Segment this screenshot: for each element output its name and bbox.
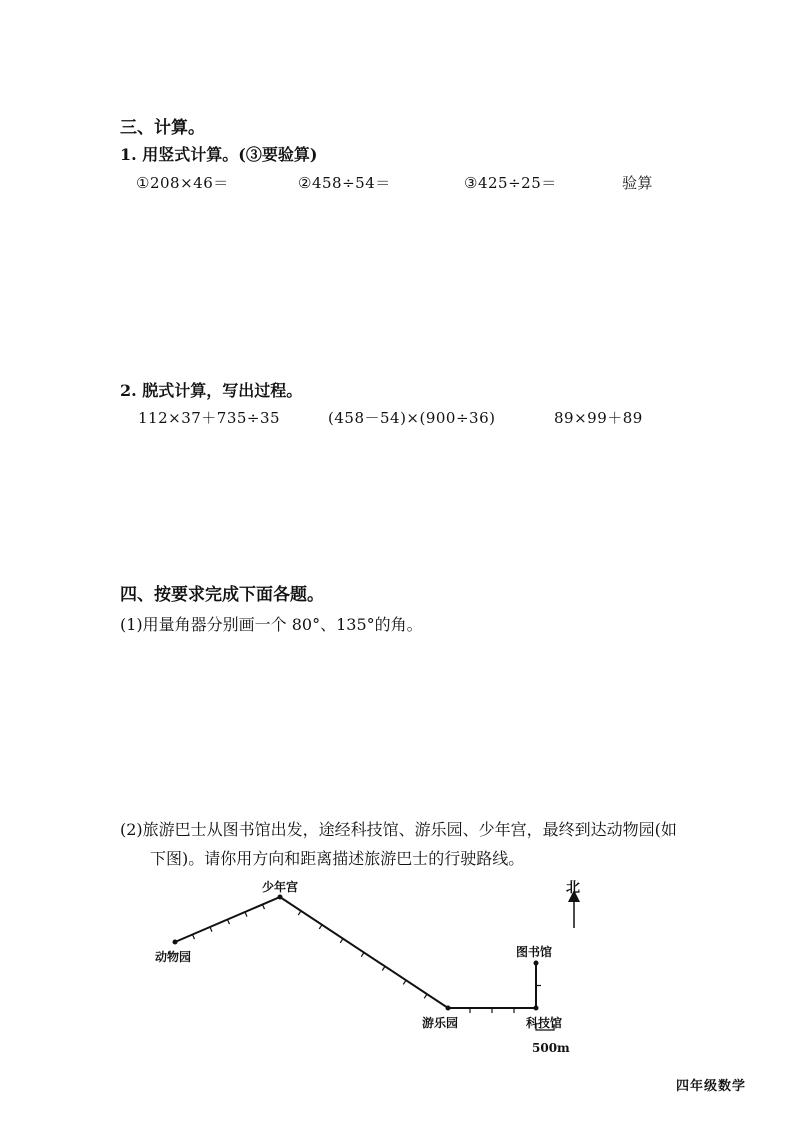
q2-item-1: 112×37＋735÷35 (138, 409, 281, 427)
route-tick (382, 966, 385, 970)
q1-item-3: ③425÷25＝ (464, 174, 557, 192)
north-label: 北 (566, 880, 580, 896)
route-tick (298, 911, 301, 915)
zoo-point (173, 940, 178, 945)
q2-item-3: 89×99＋89 (554, 409, 643, 427)
library-point (534, 961, 539, 966)
scale-label: 500m (532, 1041, 570, 1055)
q2-item-2: (458－54)×(900÷36) (328, 409, 496, 427)
footer-grade-subject: 四年级数学 (676, 1079, 747, 1094)
route-tick (263, 905, 265, 910)
q1-verify-label: 验算 (622, 174, 654, 192)
zoo-label: 动物园 (155, 950, 192, 964)
problem-1-text: (1)用量角器分别画一个 80°、135°的角。 (120, 615, 423, 634)
route-tick-marks (193, 905, 542, 1014)
route-tick (424, 994, 427, 998)
youth-palace-label: 少年宫 (262, 880, 299, 894)
section-3-title: 三、计算。 (120, 118, 205, 138)
q1-item-2: ②458÷54＝ (298, 174, 391, 192)
route-tick (319, 925, 322, 929)
route-tick (340, 939, 343, 943)
science-museum-point (534, 1006, 539, 1011)
youth-palace-point (278, 895, 283, 900)
route-tick (210, 927, 212, 932)
route-tick (228, 920, 230, 925)
amusement-park-point (446, 1006, 451, 1011)
route-tick (403, 980, 406, 984)
question-2-title: 2. 脱式计算，写出过程。 (120, 381, 303, 400)
amusement-park-label: 游乐园 (422, 1016, 459, 1030)
route-tick (245, 912, 247, 917)
library-label: 图书馆 (516, 945, 553, 959)
route-tick (361, 953, 364, 957)
q1-item-1: ①208×46＝ (136, 174, 229, 192)
problem-2-line-1: (2)旅游巴士从图书馆出发，途经科技馆、游乐园、少年宫，最终到达动物园(如 (120, 820, 677, 839)
science-museum-label: 科技馆 (526, 1016, 563, 1030)
route-line (175, 897, 536, 1008)
problem-2-line-2: 下图)。请你用方向和距离描述旅游巴士的行驶路线。 (150, 849, 525, 868)
route-tick (193, 935, 195, 940)
question-1-title: 1. 用竖式计算。(③要验算) (120, 145, 318, 164)
section-4-title: 四、按要求完成下面各题。 (120, 585, 324, 605)
